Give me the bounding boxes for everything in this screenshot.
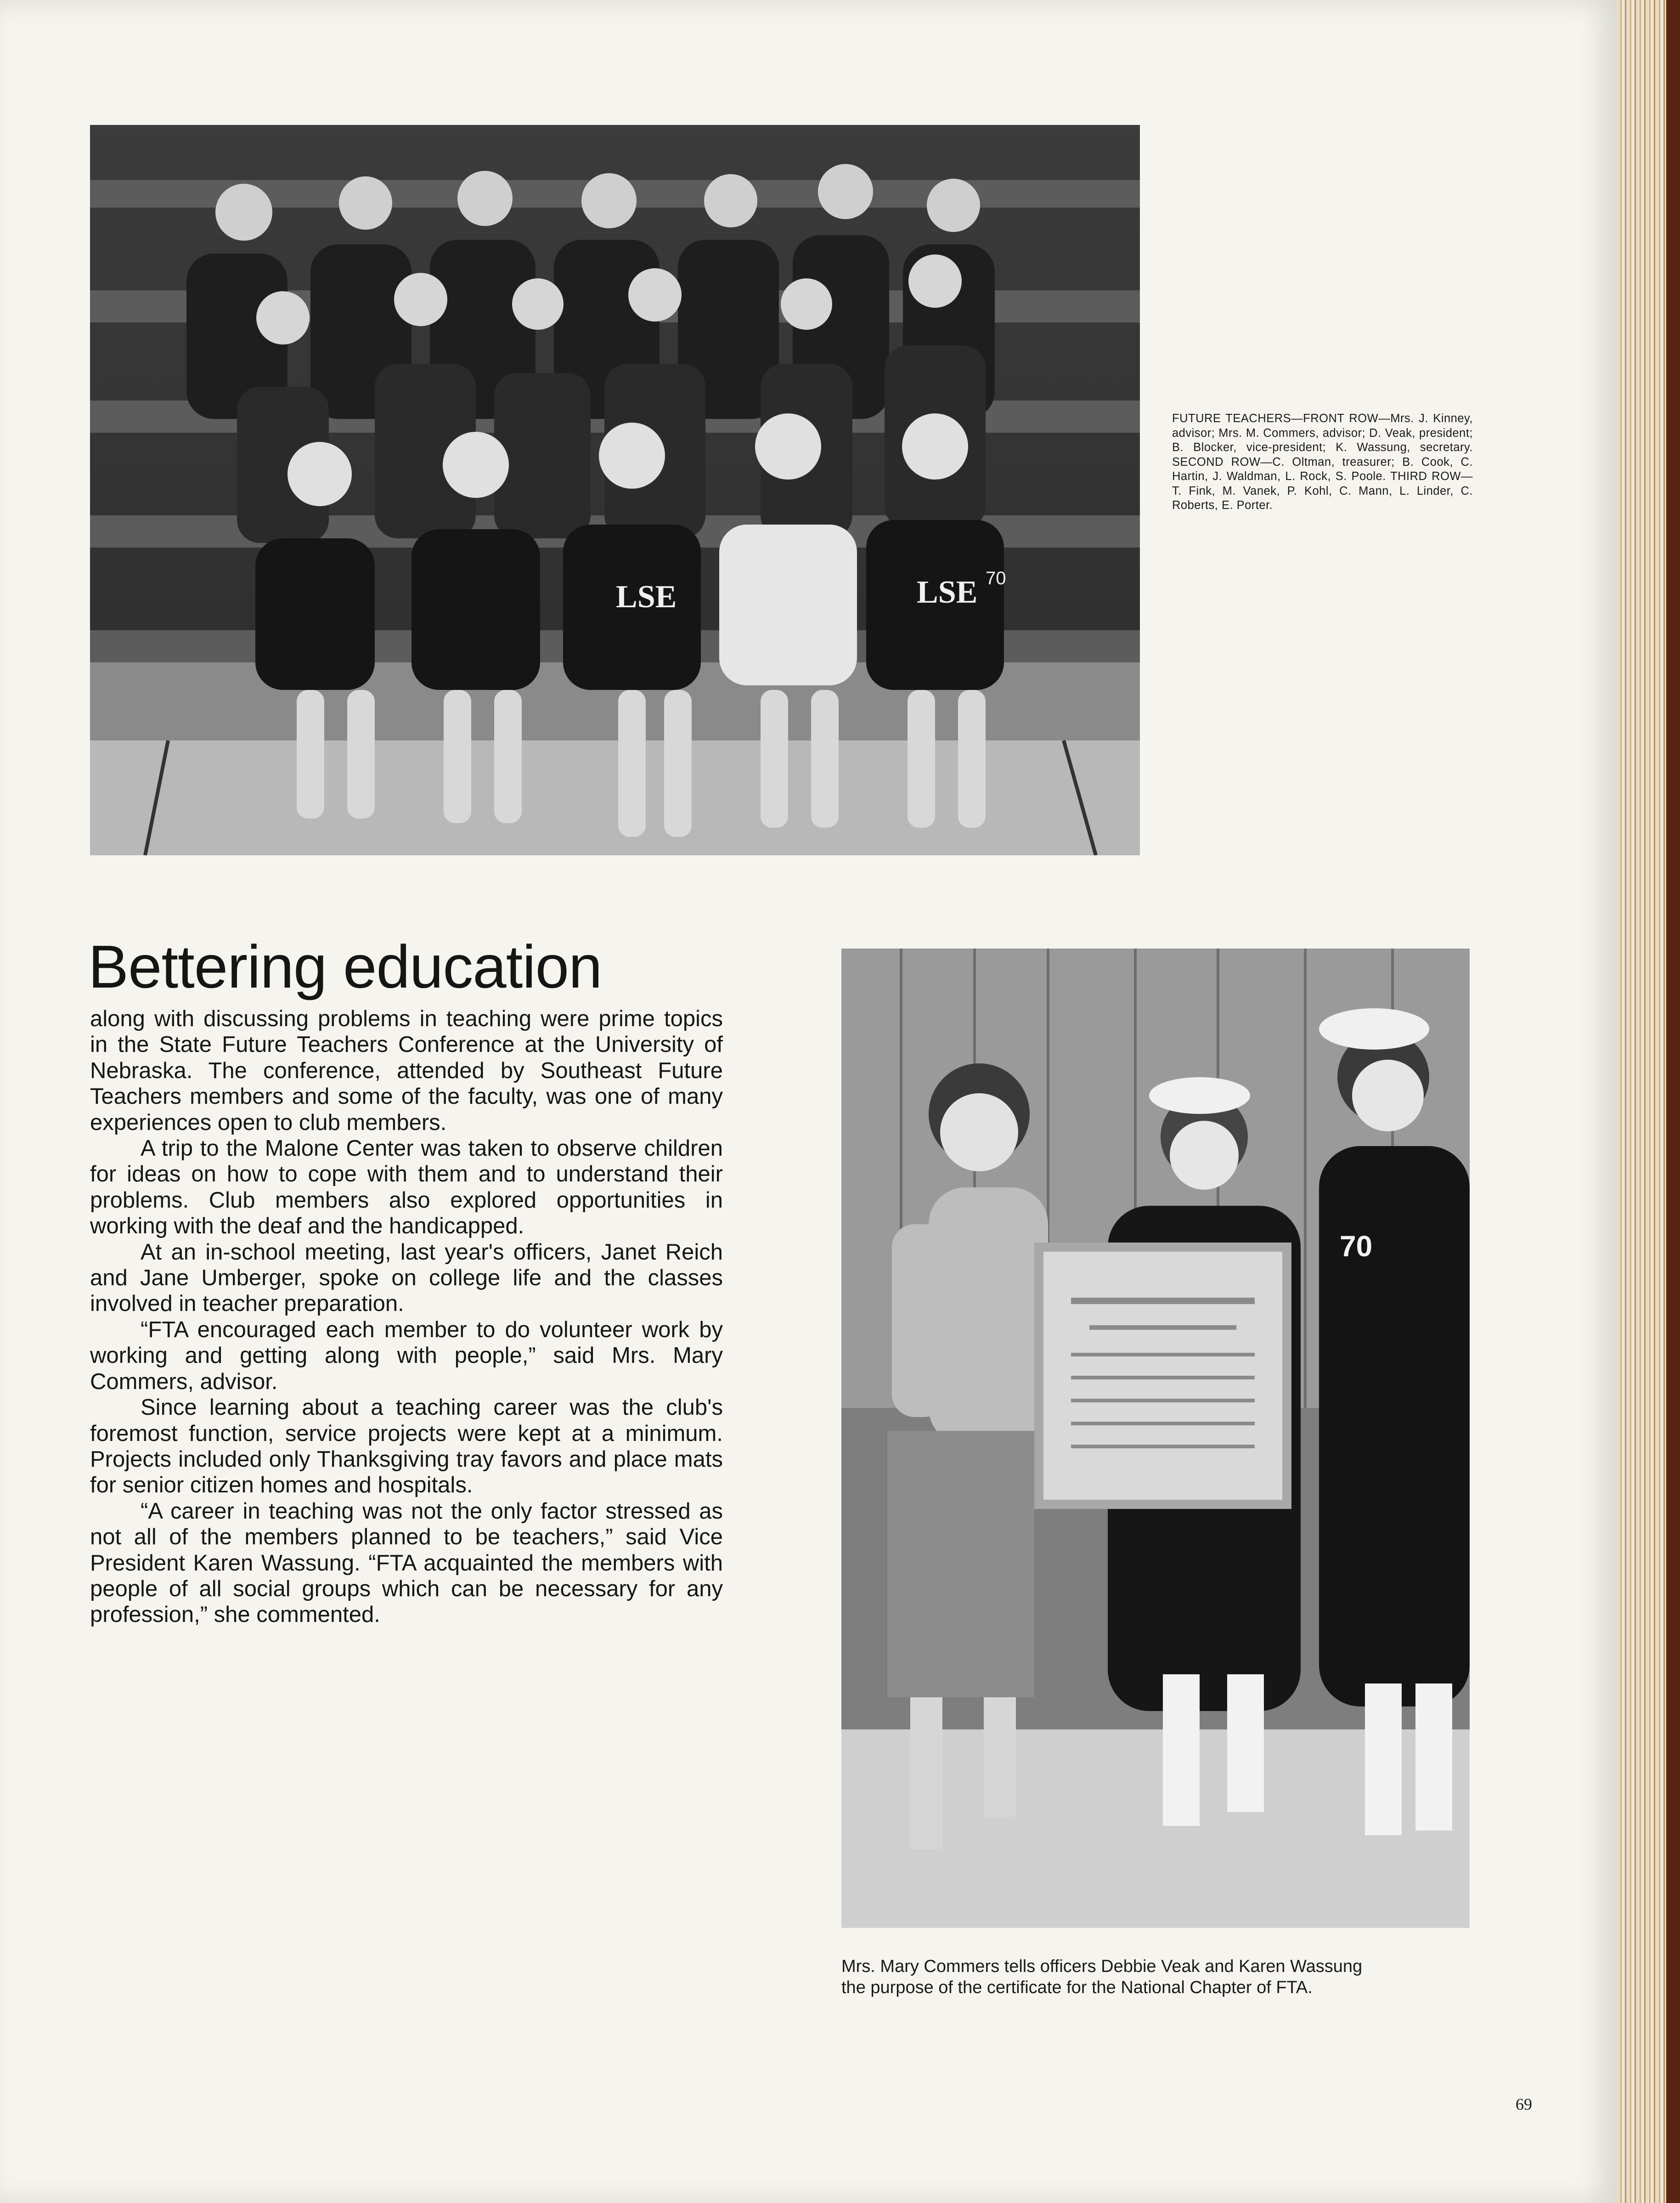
group-photo-letters: LSE [616, 579, 677, 615]
article-headline: Bettering education [88, 933, 602, 1000]
caption-line: Mrs. Mary Commers tells officers Debbie Veak and Karen Wassung [841, 1957, 1363, 1976]
group-photo [90, 125, 1140, 855]
article-paragraph: At an in-school meeting, last year's officers, Janet Reich and Jane Umberger, spoke on college life and the classes involved in teacher preparation. [90, 1239, 723, 1316]
page-number: 69 [1516, 2095, 1532, 2113]
article-paragraph: Since learning about a teaching career was the club's foremost function, service projects were kept at a minimum. Projects included only Thanksgiving tray favors and place mats for senior citizen homes and hospitals. [90, 1395, 723, 1498]
certificate-photo-image [841, 949, 1470, 1928]
group-photo-number: 70 [986, 568, 1006, 588]
article-paragraph: A trip to the Malone Center was taken to observe children for ideas on how to cope with them and to understand their problems. Club members also explored opportunities in working with the deaf and the handicapped. [90, 1136, 723, 1239]
certificate-photo-number: 70 [1340, 1230, 1373, 1263]
article-paragraph: “FTA encouraged each member to do volunteer work by working and getting along with people,” said Mrs. Mary Commers, advisor. [90, 1317, 723, 1394]
article-paragraph: along with discussing problems in teaching were prime topics in the State Future Teachers Conference at the University of Nebraska. The conference, attended by Southeast Future Teachers members and some of the faculty, was one of many experiences open to club members. [90, 1006, 723, 1135]
group-photo-caption: FUTURE TEACHERS—FRONT ROW—Mrs. J. Kinney, advisor; Mrs. M. Commers, advisor; D. Veak, president; B. Blocker, vice-president; K. Wassung, secretary. SECOND ROW—C. Oltman, treasurer; B. Cook, C. Hartin, J. Waldman, L. Rock, S. Poole. THIRD ROW—T. Fink, M. Vanek, P. Kohl, C. Mann, L. Linder, C. Roberts, E. Porter. [1172, 412, 1473, 512]
certificate-photo [841, 949, 1470, 1928]
book-page-edges [1617, 0, 1680, 2203]
group-photo-image [90, 125, 1140, 855]
certificate-photo-caption [841, 1956, 1484, 1998]
article-paragraph: “A career in teaching was not the only factor stressed as not all of the members planned to be teachers,” said Vice President Karen Wassung. “FTA acquainted the members with people of all social groups which can be necessary for any profession,” she commented. [90, 1498, 723, 1627]
group-photo-letters-2: LSE [917, 575, 978, 610]
caption-line: the purpose of the certificate for the National Chapter of FTA. [841, 1978, 1313, 1997]
article-body [90, 1006, 723, 1628]
